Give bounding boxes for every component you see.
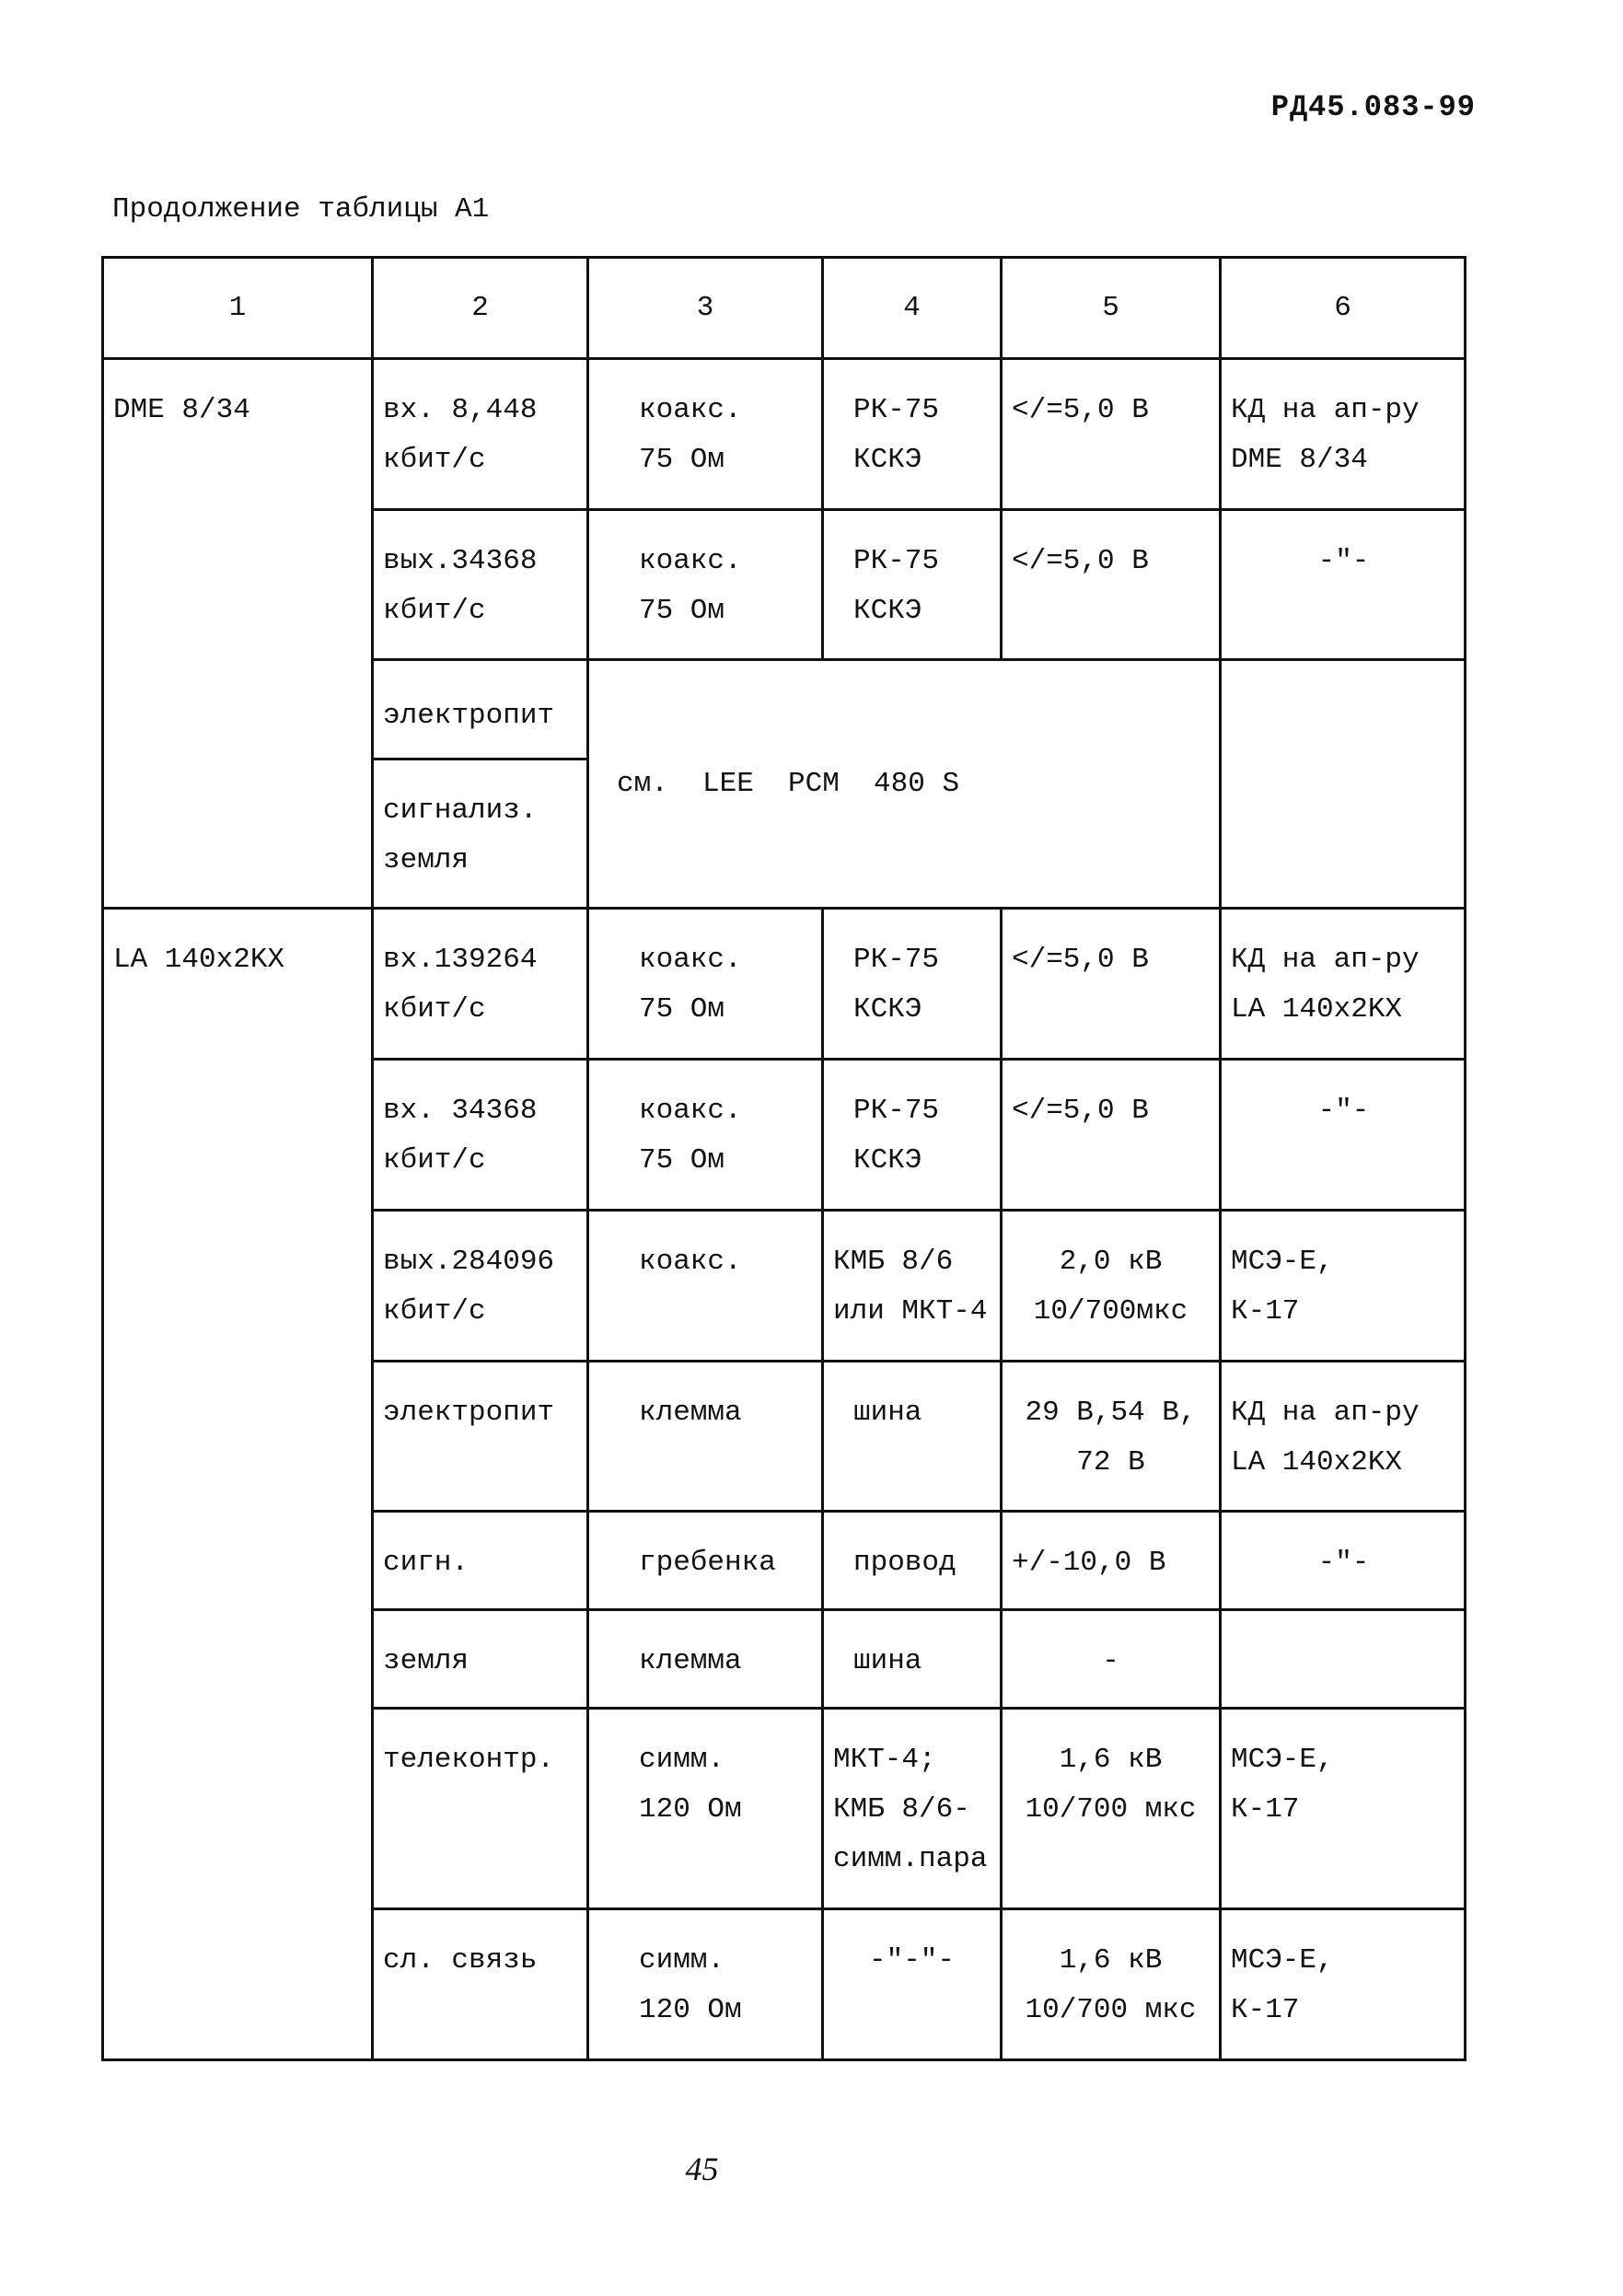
table-cell: земля (373, 1610, 588, 1709)
table-cell: 1,6 кВ 10/700 мкс (1002, 1709, 1221, 1909)
table-cell: -"-"- (823, 1909, 1002, 2060)
table-cell: электропит (373, 660, 588, 760)
table-cell: </=5,0 В (1002, 359, 1221, 510)
table-cell: вых.34368 кбит/с (373, 510, 588, 660)
table-cell: КД на ап-ру LA 140x2KX (1221, 1362, 1466, 1512)
header-cell: 6 (1221, 258, 1466, 359)
table-cell: РК-75 КСКЭ (823, 359, 1002, 510)
table-cell (1221, 1610, 1466, 1709)
table-cell: коакс. (588, 1211, 823, 1362)
table-cell: МСЭ-Е, К-17 (1221, 1211, 1466, 1362)
table-cell: 29 В,54 В, 72 В (1002, 1362, 1221, 1512)
header-cell: 1 (103, 258, 373, 359)
table-cell: провод (823, 1512, 1002, 1610)
table-cell: клемма (588, 1362, 823, 1512)
table-cell: коакс. 75 Ом (588, 1060, 823, 1211)
table-cell: - (1002, 1610, 1221, 1709)
table-cell: сл. связь (373, 1909, 588, 2060)
table-cell: гребенка (588, 1512, 823, 1610)
table-cell: РК-75 КСКЭ (823, 510, 1002, 660)
table-cell: 2,0 кВ 10/700мкс (1002, 1211, 1221, 1362)
table-cell: шина (823, 1610, 1002, 1709)
table-cell: вых.284096 кбит/с (373, 1211, 588, 1362)
merged-reference-cell: см. LEE PCM 480 S (588, 660, 1221, 909)
header-cell: 5 (1002, 258, 1221, 359)
table-cell: вх. 34368 кбит/с (373, 1060, 588, 1211)
table-cell: симм. 120 Ом (588, 1709, 823, 1909)
table-cell: +/-10,0 В (1002, 1512, 1221, 1610)
table-cell: телеконтр. (373, 1709, 588, 1909)
table-cell: МСЭ-Е, К-17 (1221, 1909, 1466, 2060)
table-cell: вх.139264 кбит/с (373, 909, 588, 1060)
table-cell: коакс. 75 Ом (588, 909, 823, 1060)
table-cell: сигнализ. земля (373, 760, 588, 909)
table-cell: МКТ-4; КМБ 8/6- симм.пара (823, 1709, 1002, 1909)
header-cell: 2 (373, 258, 588, 359)
table-cell: клемма (588, 1610, 823, 1709)
group-name-cell: DME 8/34 (103, 359, 373, 909)
table-cell: </=5,0 В (1002, 1060, 1221, 1211)
table-cell (1221, 660, 1466, 909)
table-cell: КМБ 8/6 или МКТ-4 (823, 1211, 1002, 1362)
table-cell: симм. 120 Ом (588, 1909, 823, 2060)
table-cell: -"- (1221, 1060, 1466, 1211)
data-table (101, 256, 1466, 2061)
document-code: РД45.083-99 (1270, 90, 1476, 124)
table-cell: РК-75 КСКЭ (823, 1060, 1002, 1211)
table-cell: КД на ап-ру DME 8/34 (1221, 359, 1466, 510)
table-row (103, 909, 1466, 1060)
table-cell: шина (823, 1362, 1002, 1512)
table-cell: коакс. 75 Ом (588, 359, 823, 510)
table-cell: КД на ап-ру LA 140x2KX (1221, 909, 1466, 1060)
table-cell: сигн. (373, 1512, 588, 1610)
table-caption: Продолжение таблицы А1 (112, 193, 490, 226)
table-cell: -"- (1221, 1512, 1466, 1610)
table-cell: МСЭ-Е, К-17 (1221, 1709, 1466, 1909)
page-number: 45 (685, 2151, 719, 2187)
table-header-row (103, 258, 1466, 359)
table-cell: </=5,0 В (1002, 510, 1221, 660)
table-cell: коакс. 75 Ом (588, 510, 823, 660)
table-cell: </=5,0 В (1002, 909, 1221, 1060)
table-row (103, 359, 1466, 510)
table-cell: вх. 8,448 кбит/с (373, 359, 588, 510)
group-name-cell: LA 140x2KX (103, 909, 373, 2060)
header-cell: 4 (823, 258, 1002, 359)
table-cell: -"- (1221, 510, 1466, 660)
header-cell: 3 (588, 258, 823, 359)
table-cell: РК-75 КСКЭ (823, 909, 1002, 1060)
table-cell: 1,6 кВ 10/700 мкс (1002, 1909, 1221, 2060)
table-cell: электропит (373, 1362, 588, 1512)
